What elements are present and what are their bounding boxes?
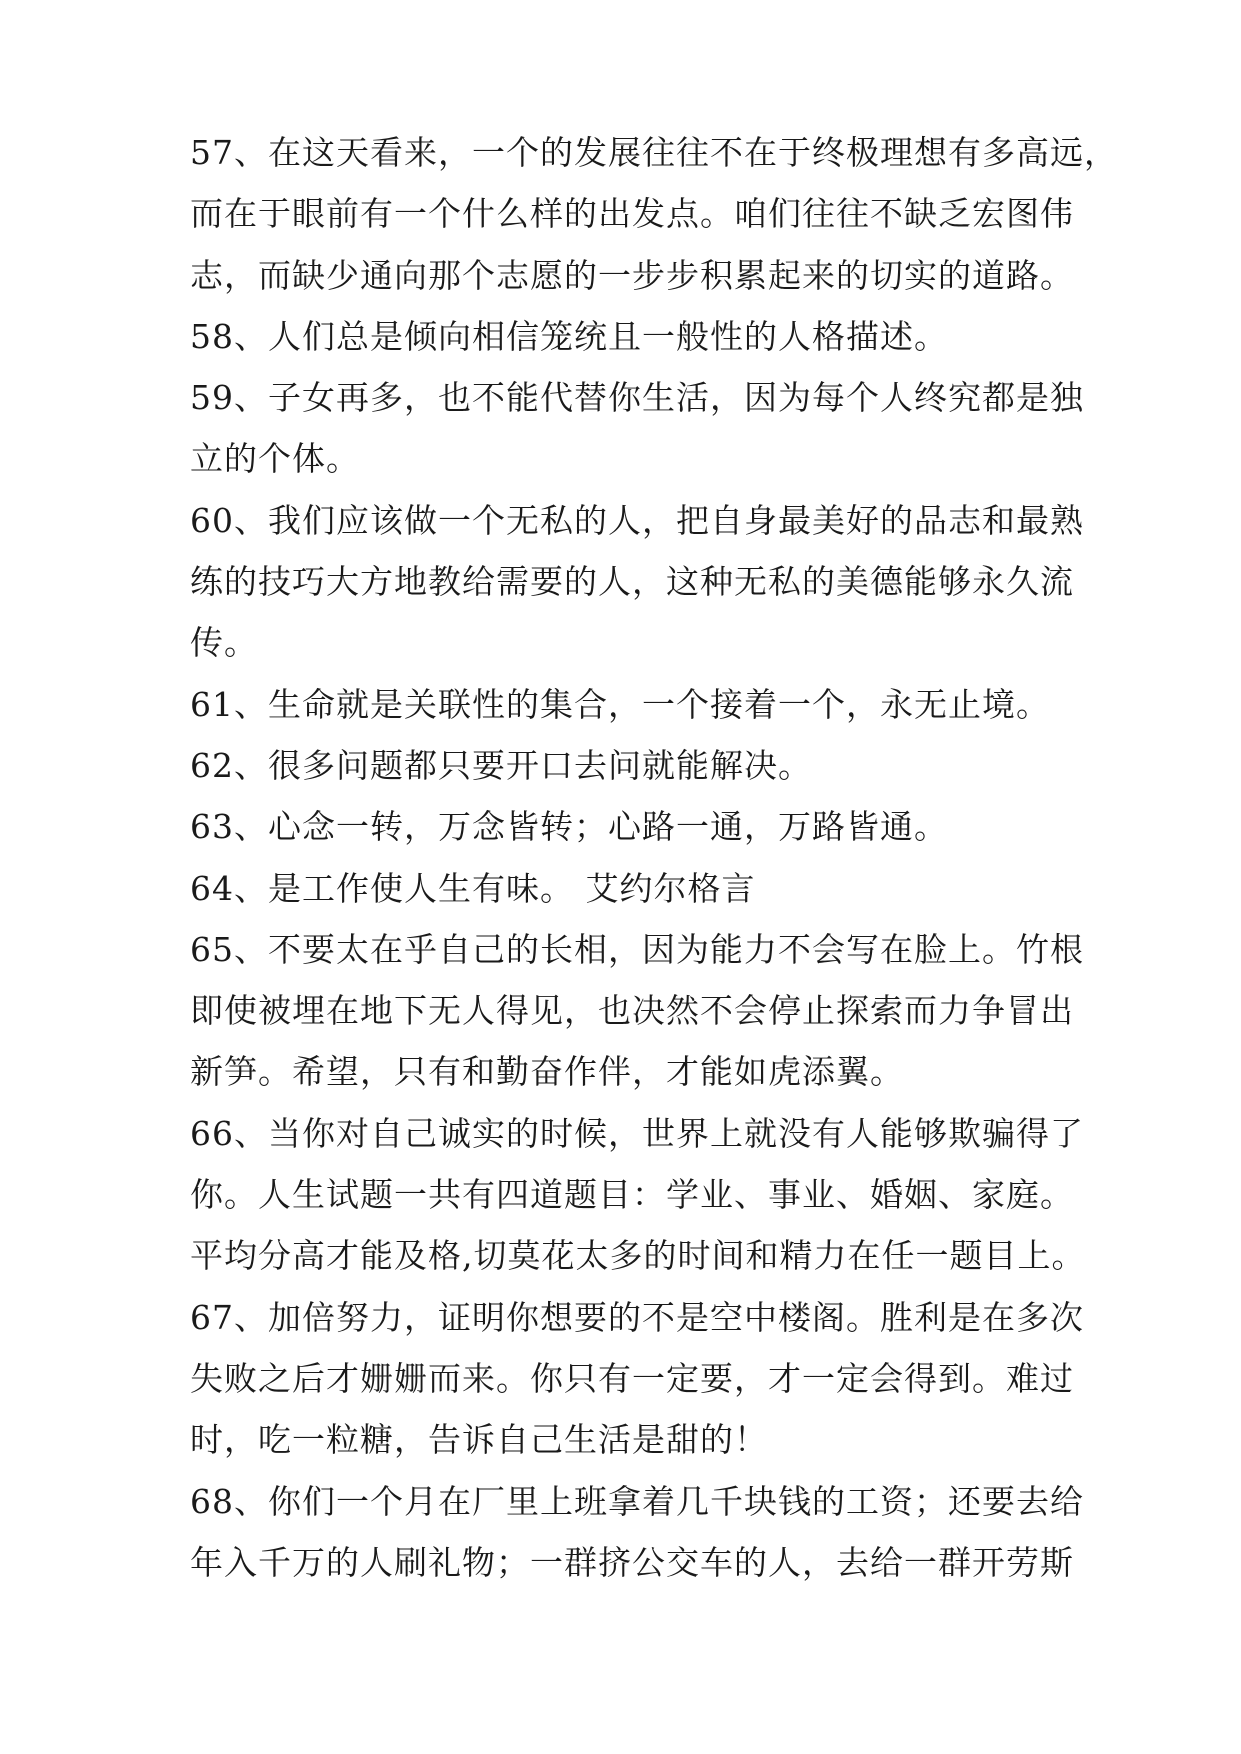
text-line: 62、很多问题都只要开口去问就能解决。 bbox=[190, 745, 812, 785]
text-line: 58、人们总是倾向相信笼统且一般性的人格描述。 bbox=[190, 316, 948, 356]
text-line: 64、是工作使人生有味。 艾约尔格言 bbox=[190, 868, 756, 908]
text-line: 新笋。希望，只有和勤奋作伴，才能如虎添翼。 bbox=[190, 1052, 904, 1092]
text-line: 67、加倍努力，证明你想要的不是空中楼阁。胜利是在多次 bbox=[190, 1297, 1084, 1337]
text-line: 传。 bbox=[190, 623, 258, 663]
text-line: 65、不要太在乎自己的长相，因为能力不会写在脸上。竹根 bbox=[190, 929, 1084, 969]
text-line: 63、心念一转，万念皆转；心路一通，万路皆通。 bbox=[190, 807, 948, 847]
text-line: 而在于眼前有一个什么样的出发点。咱们往往不缺乏宏图伟 bbox=[190, 194, 1074, 234]
document-body bbox=[190, 122, 1118, 1593]
text-line: 立的个体。 bbox=[190, 439, 360, 479]
text-line: 平均分高才能及格,切莫花太多的时间和精力在任一题目上。 bbox=[190, 1236, 1086, 1276]
text-line: 66、当你对自己诚实的时候，世界上就没有人能够欺骗得了 bbox=[190, 1113, 1084, 1153]
text-line: 练的技巧大方地教给需要的人，这种无私的美德能够永久流 bbox=[190, 562, 1074, 602]
text-line: 60、我们应该做一个无私的人，把自身最美好的品志和最熟 bbox=[190, 500, 1084, 540]
text-line: 61、生命就是关联性的集合，一个接着一个，永无止境。 bbox=[190, 684, 1050, 724]
text-line: 失败之后才姗姗而来。你只有一定要，才一定会得到。难过 bbox=[190, 1358, 1074, 1398]
text-line: 志，而缺少通向那个志愿的一步步积累起来的切实的道路。 bbox=[190, 255, 1074, 295]
text-line: 年入千万的人刷礼物；一群挤公交车的人，去给一群开劳斯 bbox=[190, 1542, 1074, 1582]
text-line: 时，吃一粒糖，告诉自己生活是甜的！ bbox=[190, 1420, 768, 1460]
text-line: 即使被埋在地下无人得见，也决然不会停止探索而力争冒出 bbox=[190, 991, 1074, 1031]
text-line: 你。人生试题一共有四道题目：学业、事业、婚姻、家庭。 bbox=[190, 1175, 1074, 1215]
text-line: 59、子女再多，也不能代替你生活，因为每个人终究都是独 bbox=[190, 378, 1084, 418]
text-line: 68、你们一个月在厂里上班拿着几千块钱的工资；还要去给 bbox=[190, 1481, 1084, 1521]
text-line: 57、在这天看来，一个的发展往往不在于终极理想有多高远， bbox=[190, 133, 1118, 172]
